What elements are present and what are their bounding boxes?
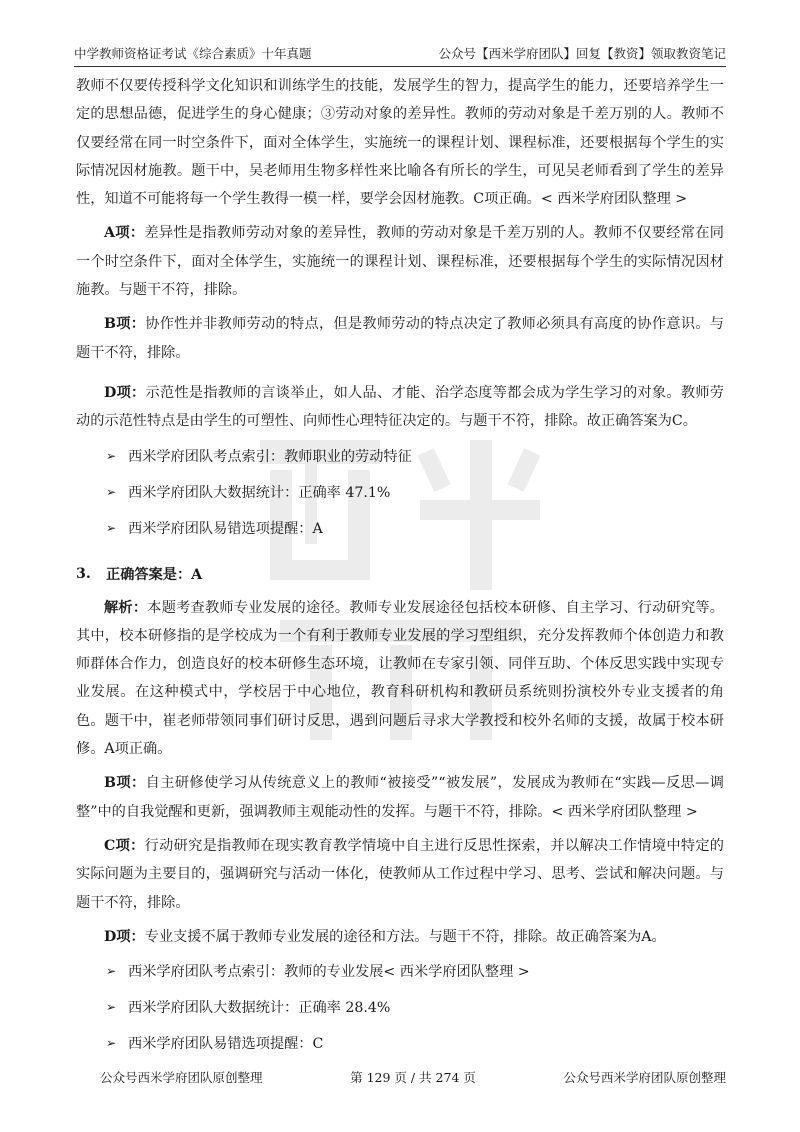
bullet-item: [76, 1029, 724, 1057]
arrow-bullet-icon: ➢: [106, 964, 117, 979]
option-text: 协作性并非教师劳动的特点，但是教师劳动的特点决定了教师必须具有高度的协作意识。与题干不符，排除。: [76, 316, 724, 361]
arrow-bullet-icon: ➢: [106, 1036, 117, 1051]
bullet-text: 西米学府团队大数据统计：正确率 47.1%: [128, 484, 391, 501]
document-body: [76, 72, 724, 1065]
arrow-bullet-icon: ➢: [106, 484, 117, 499]
option-label: B项：: [104, 775, 146, 792]
header-rule: [74, 66, 726, 67]
arrow-bullet-icon: ➢: [106, 1000, 117, 1015]
header-right-text: 公众号【西米学府团队】回复【教资】领取教资笔记: [438, 46, 726, 61]
analysis-paragraph: [76, 594, 724, 764]
page-footer: [100, 1068, 726, 1086]
page-header: [74, 42, 726, 62]
header-left-text: 中学教师资格证考试《综合素质》十年真题: [74, 46, 312, 61]
question-answer: 正确答案是：A: [106, 566, 203, 583]
question-number: 3.: [76, 565, 91, 582]
bullet-text: 西米学府团队易错选项提醒：C: [128, 1036, 324, 1053]
footer-left-text: 公众号西米学府团队原创整理: [100, 1070, 263, 1085]
bullet-item: [76, 478, 724, 506]
option-d-explanation: [76, 923, 724, 951]
paragraph: 教师不仅要传授科学文化知识和训练学生的技能，发展学生的智力，提高学生的能力，还要培养学生一定的思想品德，促进学生的身心健康；③劳动对象的差异性。教师的劳动对象是千差万别的人。教师不仅要经常在同一时空条件下，面对全体学生，实施统一的课程计划、课程标准，还要根据每个学生的实际情况因材施教。题干中，吴老师用生物多样性来比喻各有所长的学生，可见吴老师看到了学生的差异性，知道不可能将每一个学生教得一模一样，要学会因材施教。C项正确。< 西米学府团队整理 >: [76, 78, 724, 208]
bullet-text: 西米学府团队考点索引：教师职业的劳动特征: [128, 448, 412, 465]
arrow-bullet-icon: ➢: [106, 448, 117, 463]
option-text: 自主研修使学习从传统意义上的教师“被接受”“被发展”，发展成为教师在“实践—反思—调整”中的自我觉醒和更新，强调教师主观能动性的发挥。与题干不符，排除。< 西米学府团队整理 >: [76, 775, 724, 820]
page-number: 第 129 页 / 共 274 页: [350, 1070, 476, 1085]
option-text: 行动研究是指教师在现实教育教学情境中自主进行反思性探索，并以解决工作情境中特定的实际问题为主要目的，强调研究与活动一体化，使教师从工作过程中学习、思考、尝试和解决问题。与题干不符，排除。: [76, 837, 724, 911]
option-label: C项：: [104, 837, 145, 854]
bullet-text: 西米学府团队大数据统计：正确率 28.4%: [128, 1000, 391, 1017]
option-d-explanation: [76, 379, 724, 436]
option-b-explanation: [76, 769, 724, 826]
bullet-text: 西米学府团队易错选项提醒：A: [128, 520, 323, 537]
option-label: A项：: [104, 225, 145, 242]
option-text: 专业支援不属于教师专业发展的途径和方法。与题干不符，排除。故正确答案为A。: [144, 928, 666, 945]
option-text: 差异性是指教师劳动对象的差异性，教师的劳动对象是千差万别的人。教师不仅要经常在同一个时空条件下，面对全体学生，实施统一的课程计划、课程标准，还要根据每个学生的实际情况因材施教。与题干不符，排除。: [76, 225, 724, 299]
arrow-bullet-icon: ➢: [106, 520, 117, 535]
analysis-text: 本题考查教师专业发展的途径。教师专业发展途径包括校本研修、自主学习、行动研究等。其中，校本研修指的是学校成为一个有利于教师专业发展的学习型组织，充分发挥教师个体创造力和教师群体合作力，创造良好的校本研修生态环境，让教师在专家引领、同伴互助、个体反思实践中实现专业发展。在这种模式中，学校居于中心地位，教育科研机构和教研员系统则扮演校外专业支援者的角色。题干中，崔老师带领同事们研讨反思，遇到问题后寻求大学教授和校外名师的支援，故属于校本研修。A项正确。: [76, 599, 724, 758]
option-b-explanation: [76, 310, 724, 367]
bullet-text: 西米学府团队考点索引：教师的专业发展< 西米学府团队整理 >: [128, 964, 530, 981]
option-label: D项：: [104, 384, 146, 401]
option-c-explanation: [76, 832, 724, 917]
option-label: D项：: [104, 928, 145, 945]
analysis-label: 解析：: [104, 599, 148, 616]
option-text: 示范性是指教师的言谈举止，如人品、才能、治学态度等都会成为学生学习的对象。教师劳动的示范性特点是由学生的可塑性、向师性心理特征决定的。与题干不符，排除。故正确答案为C。: [76, 384, 724, 430]
bullet-item: [76, 993, 724, 1021]
bullet-item: [76, 514, 724, 542]
bullet-item: [76, 442, 724, 470]
option-a-explanation: [76, 219, 724, 304]
option-label: B项：: [104, 316, 146, 333]
footer-right-text: 公众号西米学府团队原创整理: [563, 1070, 726, 1085]
bullet-item: [76, 957, 724, 985]
question-heading: [76, 560, 724, 588]
